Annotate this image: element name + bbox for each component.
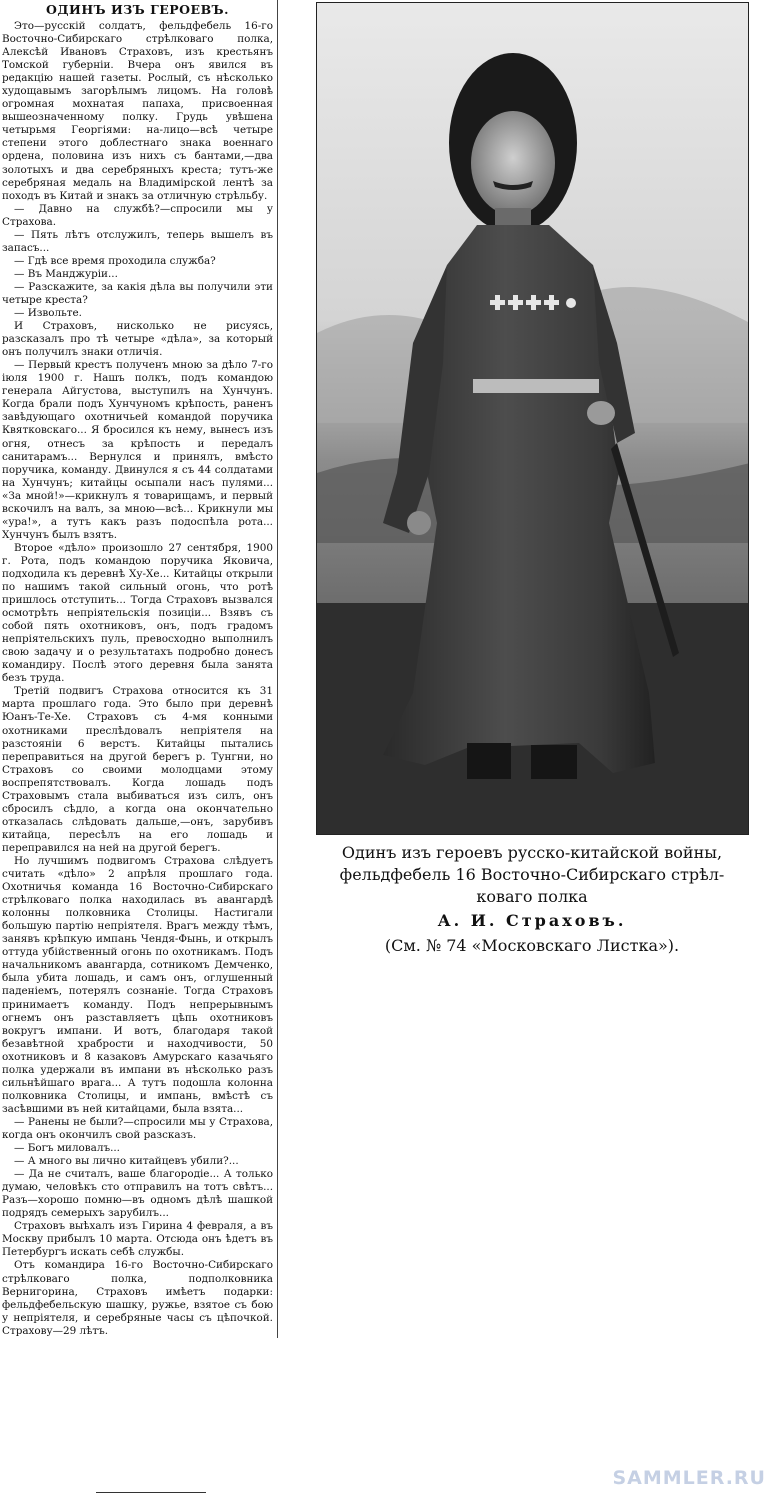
caption-line-3: коваго полка [476, 887, 588, 906]
article-paragraph: — Разскажите, за какія дѣла вы получили эти четыре креста? [2, 280, 273, 306]
photo-caption [288, 842, 776, 957]
article-column [2, 0, 278, 1338]
article-title: ОДИНЪ ИЗЪ ГЕРОЕВЪ. [46, 2, 229, 17]
caption-line-1: Одинъ изъ героевъ русско-китайской войны, [341, 843, 723, 862]
article-paragraph: Второе «дѣло» произошло 27 сентября, 1900 г. Рота, подъ командою поручика Яковича, подходила къ деревнѣ Ху-Хе... Китайцы открыли по нашимъ такой сильный огонь, что ротѣ пришлось отступить... Тогда Страховъ вызвался осмотрѣть непріятельскія позиціи... Взявъ съ собой пять охотниковъ, онъ, подъ градомъ непріятельскихъ пуль, превосходно выполнилъ свою задачу и о результатахъ подробно донесъ командиру. Послѣ этого деревня была занята безъ труда. [2, 541, 273, 685]
article-paragraph: И Страховъ, нисколько не рисуясь, разсказалъ про тѣ четыре «дѣла», за который онъ получилъ знаки отличія. [2, 320, 273, 359]
soldier-portrait-photo [316, 2, 749, 835]
article-paragraph: Это—русскій солдатъ, фельдфебель 16-го Восточно-Сибирскаго стрѣлковаго полка, Алексѣй Ивановъ Страховъ, изъ крестьянъ Томской губерніи. Вчера онъ явился въ редакцію нашей газеты. Рослый, съ нѣсколько худощавымъ загорѣлымъ лицомъ. На головѣ огромная мохнатая папаха, присвоенная вышеозначенному полку. Грудь увѣшена четырьмя Георгіями: на-лицо—всѣ четыре степени этого доблестнаго знака военнаго ордена, половина изъ нихъ съ бантами,—два золотыхъ и два серебряныхъ креста; тутъ-же серебряная медаль на Владимірской лентѣ за походъ въ Китай и знакъ за отличную стрѣльбу. [2, 20, 273, 202]
caption-reference: (См. № 74 «Московскаго Листка»). [384, 936, 680, 955]
portrait-illustration [317, 3, 749, 835]
article-paragraph: — А много вы лично китайцевъ убили?... [14, 1155, 239, 1168]
article-paragraph: Третій подвигъ Страхова относится къ 31 марта прошлаго года. Это было при деревнѣ Юанъ-Те-Хе. Страховъ съ 4-мя конными охотниками преслѣдовалъ непріятеля на разстояніи 6 верстъ. Китайцы пытались переправиться на другой берегъ р. Тунгни, но Страховъ со своими молодцами этому воспрепятствовалъ. Когда лошадь подъ Страховымъ стала выбиваться изъ силъ, онъ сбросилъ сѣдло, а когда она окончательно отказалась слѣдовать дальше,—онъ, зарубивъ китайца, пересѣлъ на его лошадь и переправился на ней на другой берегъ. [2, 685, 273, 854]
article-paragraph: Отъ командира 16-го Восточно-Сибирскаго стрѣлковаго полка, подполковника Вернигорина, Страховъ имѣетъ подарки: фельдфебельскую шашку, ружье, взятое съ бою у непріятеля, и серебряные часы съ цѣпочкой. Страхову—29 лѣтъ. [2, 1259, 273, 1337]
article-paragraph: — Первый крестъ полученъ мною за дѣло 7-го іюля 1900 г. Нашъ полкъ, подъ командою генерала Айгустова, выступилъ на Хунчунъ. Когда брали подъ Хунчуномъ крѣпость, раненъ завѣдующаго охотничьей командой поручика Квятковскаго... Я бросился къ нему, вынесъ изъ огня, отнесъ за крѣпость и передалъ санитарамъ... Вернулся и принялъ, вмѣсто поручика, команду. Двинулся я съ 44 солдатами на Хунчунъ; китайцы осыпали насъ пулями... «За мной!»—крикнулъ я товарищамъ, и первый вскочилъ на валъ, за мною—всѣ... Крикнули мы «ура!», а тутъ какъ разъ подоспѣла рота... Хунчунъ былъ взятъ. [2, 359, 273, 541]
caption-person-name: А. И. Страховъ. [437, 911, 627, 930]
article-paragraph: — Гдѣ все время проходила служба? [14, 254, 216, 267]
article-paragraph: — Давно на службѣ?—спросили мы у Страхова. [2, 202, 273, 228]
article-paragraph: Но лучшимъ подвигомъ Страхова слѣдуетъ считать «дѣло» 2 апрѣля прошлаго года. Охотничья команда 16 Восточно-Сибирскаго стрѣлковаго полка находилась въ авангардѣ колонны полковника Столицы. Настигали большую партію непріятеля. Врагъ между тѣмъ, занявъ крѣпкую импань Чендя-Фынь, и открылъ оттуда убійственный огонь по охотникамъ. Подъ начальникомъ авангарда, сотникомъ Демченко, была убита лошадь, и самъ онъ, оглушенный паденіемъ, потерялъ сознаніе. Тогда Страховъ принимаетъ команду. Подъ непрерывнымъ огнемъ онъ разставляетъ цѣпь охотниковъ вокругъ импани. И вотъ, благодаря такой безавѣтной храбрости и находчивости, 50 охотниковъ и 8 казаковъ Амурскаго казачьяго полка удержали въ импани въ нѣсколько разъ сильнѣйшаго врага... А тутъ подошла колонна полковника Столицы, и импань, вмѣстѣ съ засѣвшими въ ней китайцами, была взята... [2, 855, 273, 1115]
article-paragraph: — Пять лѣтъ отслужилъ, теперь вышелъ въ запасъ... [2, 228, 273, 254]
article-paragraph: Страховъ выѣхалъ изъ Гирина 4 февраля, а въ Москву прибылъ 10 марта. Отсюда онъ ѣдетъ въ Петербургъ искать себѣ службы. [2, 1220, 273, 1259]
article-body [2, 20, 273, 1338]
watermark: SAMMLER.RU [612, 1467, 766, 1489]
article-paragraph: — Да не считалъ, ваше благородіе... А только думаю, человѣкъ сто отправилъ на тотъ свѣтъ... Разъ—хорошо помню—въ одномъ дѣлѣ шашкой подрядъ семерыхъ зарубилъ... [2, 1168, 273, 1220]
article-paragraph: — Богъ миловалъ... [14, 1142, 120, 1155]
caption-line-2: фельдфебель 16 Восточно-Сибирскаго стрѣл- [339, 865, 725, 884]
article-paragraph: — Въ Манджуріи... [14, 267, 118, 280]
article-paragraph: — Извольте. [14, 307, 82, 320]
photo-figure [288, 0, 776, 978]
column-end-rule [96, 1492, 206, 1493]
article-paragraph: — Ранены не были?—спросили мы у Страхова, когда онъ окончилъ свой разсказъ. [2, 1115, 273, 1141]
